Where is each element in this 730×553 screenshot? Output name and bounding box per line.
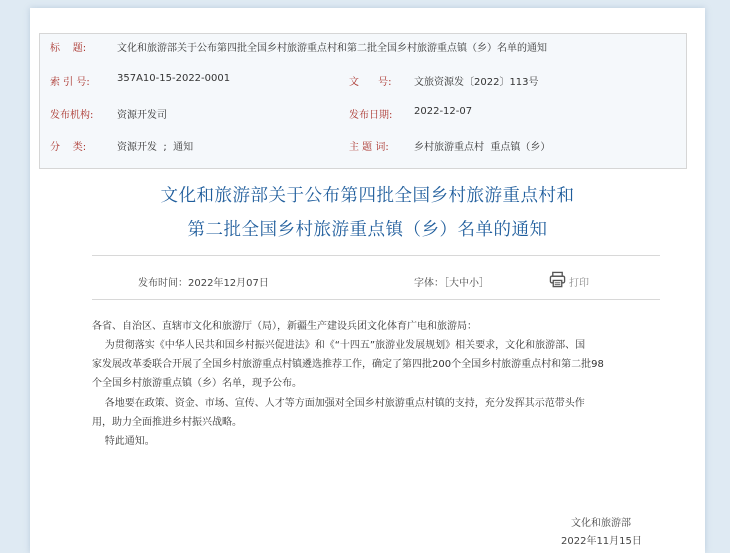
print-link[interactable]: 打印: [569, 278, 589, 289]
font-size-selector[interactable]: 字体：［大中小］: [414, 278, 489, 289]
body-para1-line1: 为贯彻落实《中华人民共和国乡村振兴促进法》和《“十四五”旅游业发展规划》相关要求，文化和旅游部、国: [92, 340, 586, 351]
document-page: [30, 8, 705, 553]
publish-time: 发布时间：2022年12月07日: [138, 278, 269, 289]
signature-date: 2022年11月15日: [561, 536, 642, 547]
salutation: 各省、自治区、直辖市文化和旅游厅（局），新疆生产建设兵团文化体育广电和旅游局：: [92, 321, 477, 332]
meta-label-docno: 文 号:: [349, 77, 392, 88]
meta-label-keywords: 主 题 词:: [349, 142, 389, 153]
meta-value-index: 357A10-15-2022-0001: [117, 73, 231, 84]
meta-value-category: 资源开发 ; 通知: [117, 142, 194, 153]
meta-label-publisher: 发布机构:: [50, 110, 94, 121]
meta-label-title: 标 题:: [50, 43, 87, 54]
meta-value-keywords: 乡村旅游重点村 重点镇（乡）: [414, 142, 551, 153]
meta-value-title: 文化和旅游部关于公布第四批全国乡村旅游重点村和第二批全国乡村旅游重点镇（乡）名单的通知: [117, 43, 547, 54]
meta-value-date: 2022-12-07: [414, 106, 473, 117]
closing-text: 特此通知。: [92, 436, 155, 447]
meta-value-docno: 文旅资源发〔2022〕113号: [414, 77, 539, 88]
meta-label-date: 发布日期:: [349, 110, 393, 121]
document-body: [92, 8, 670, 553]
meta-label-index: 索 引 号:: [50, 77, 90, 88]
body-para2-line2: 用，助力全面推进乡村振兴战略。: [92, 417, 242, 428]
page-title-line2: 第二批全国乡村旅游重点镇（乡）名单的通知: [187, 220, 548, 240]
body-para1-line3: 个全国乡村旅游重点镇（乡）名单，现予公布。: [92, 378, 302, 389]
meta-value-publisher: 资源开发司: [117, 110, 167, 121]
body-para2-line1: 各地要在政策、资金、市场、宣传、人才等方面加强对全国乡村旅游重点村镇的支持，充分发挥其示范带头作: [92, 398, 585, 409]
body-para1-line2: 家发展改革委联合开展了全国乡村旅游重点村镇遴选推荐工作，确定了第四批200个全国乡村旅游重点村和第二批98: [92, 359, 604, 370]
signature: 文化和旅游部: [571, 518, 631, 529]
page-title-line1: 文化和旅游部关于公布第四批全国乡村旅游重点村和: [160, 186, 575, 206]
meta-label-category: 分 类:: [50, 142, 87, 153]
